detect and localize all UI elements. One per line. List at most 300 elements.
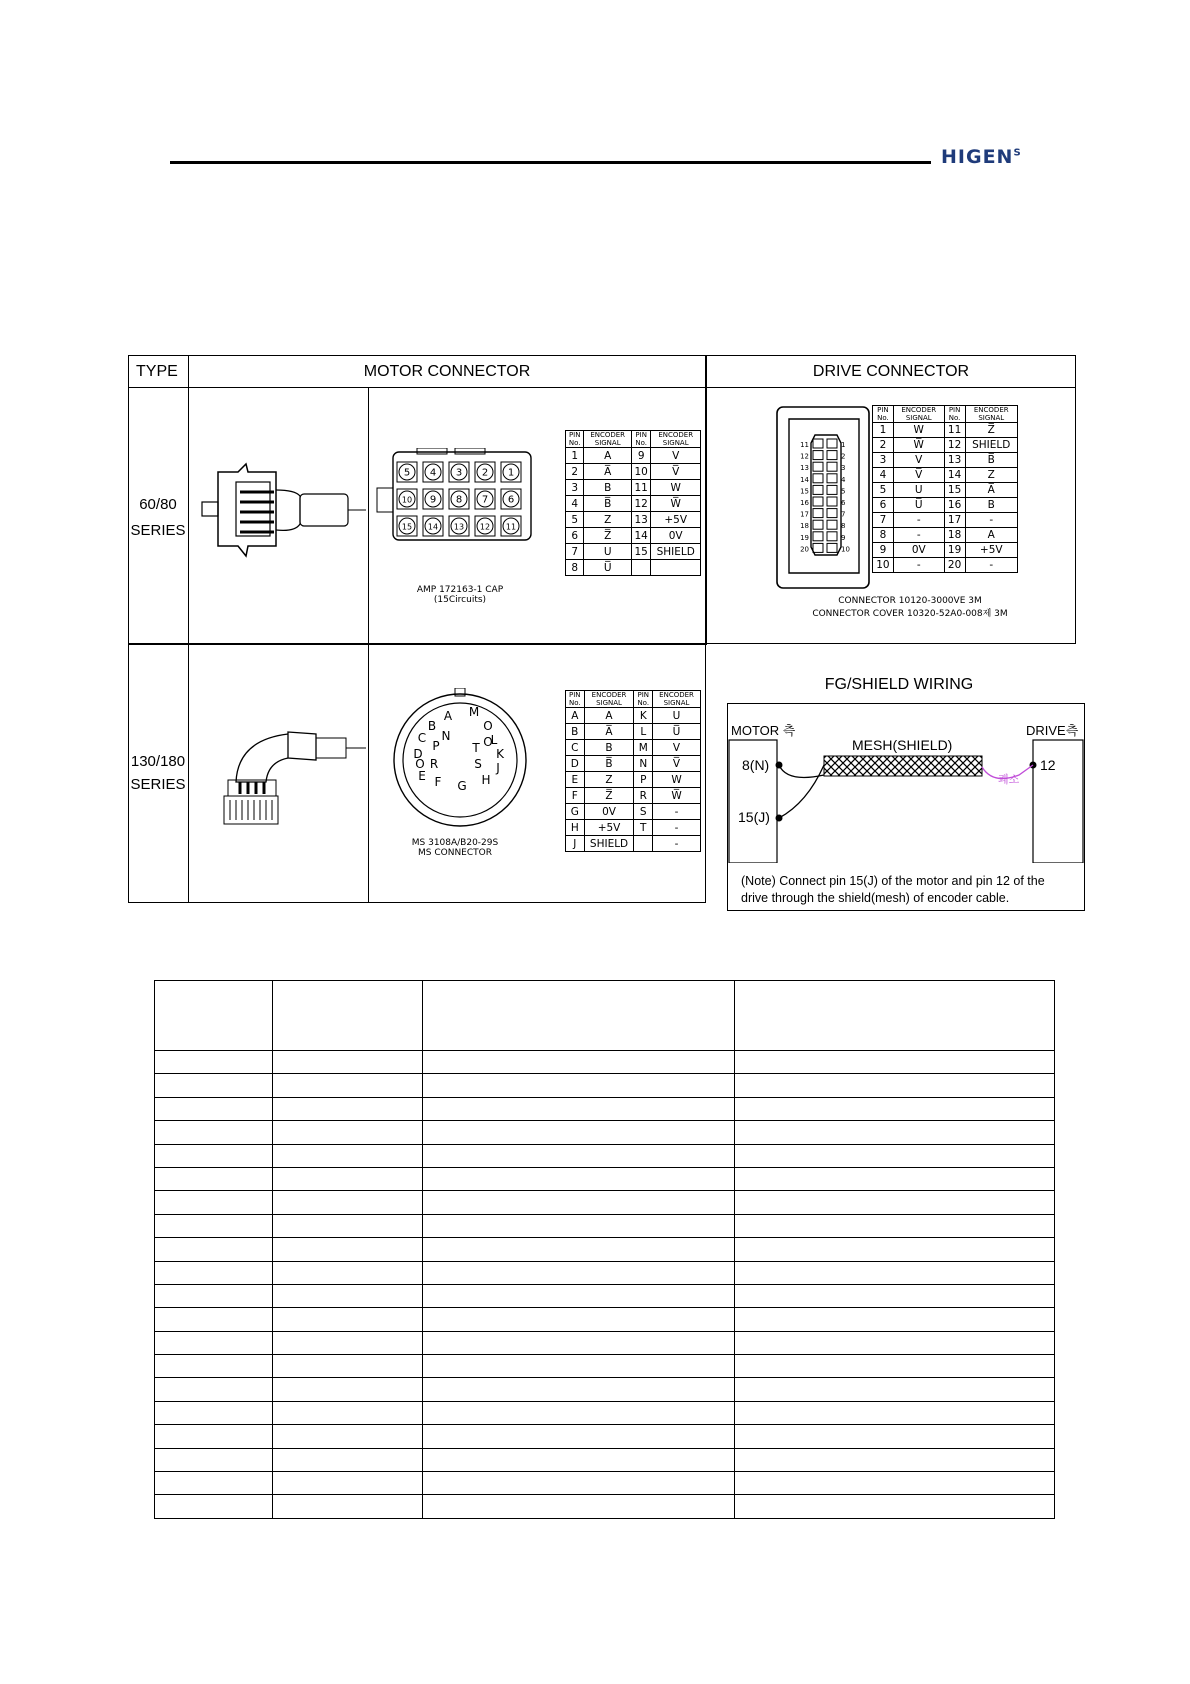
image-col-divider xyxy=(368,387,369,903)
fg-pin-15: 15(J) xyxy=(738,809,770,825)
pin-row xyxy=(873,513,1018,528)
blank-cell xyxy=(273,1261,422,1284)
pin-cell: 5 xyxy=(873,483,894,498)
drive-pin-socket xyxy=(827,532,837,541)
pin-cell: G xyxy=(566,804,585,820)
pin-cell xyxy=(631,560,650,576)
header-cell: PIN No. xyxy=(566,691,585,708)
pin-row xyxy=(566,756,701,772)
blank-cell xyxy=(422,1425,734,1448)
blank-cell xyxy=(422,1261,734,1284)
pin-cell: L xyxy=(634,724,653,740)
blank-cell xyxy=(155,1097,273,1120)
pin-cell: 15 xyxy=(631,544,650,560)
amp-pin-number: 1 xyxy=(507,467,515,479)
amp-pin-number: 11 xyxy=(505,522,517,532)
drive-pin-label: 13 xyxy=(800,464,809,473)
pin-row xyxy=(873,558,1018,573)
pin-cell: W̅ xyxy=(653,788,701,804)
pin-cell: 10 xyxy=(631,464,650,480)
pin-cell: 8 xyxy=(566,560,584,576)
pin-row xyxy=(566,708,701,724)
drive-pin-socket xyxy=(827,485,837,494)
drive-pin-label: 18 xyxy=(800,522,809,531)
pin-cell: +5V xyxy=(584,820,634,836)
fg-pin-12: 12 xyxy=(1040,757,1056,773)
blank-cell xyxy=(734,1144,1054,1167)
pin-cell: 6 xyxy=(566,528,584,544)
blank-cell xyxy=(155,1425,273,1448)
pin-cell: Z xyxy=(584,512,632,528)
drive-pin-socket xyxy=(813,509,823,518)
blank-table-row xyxy=(155,1448,1055,1471)
blank-cell xyxy=(422,1331,734,1354)
drive-pin-label: 15 xyxy=(800,487,809,496)
blank-cell xyxy=(422,1167,734,1190)
pin-cell: A̅ xyxy=(965,483,1018,498)
amp-pin-number: 10 xyxy=(401,495,413,505)
drive-pin-socket xyxy=(813,439,823,448)
type-col-divider xyxy=(188,355,189,903)
pin-cell xyxy=(634,836,653,852)
amp-pin-number: 7 xyxy=(481,494,489,506)
blank-cell xyxy=(734,1401,1054,1424)
drive-pin-label: 7 xyxy=(841,510,846,519)
pin-cell: Z xyxy=(584,772,634,788)
blank-cell xyxy=(734,1448,1054,1471)
ms-pin-letter: J xyxy=(496,761,500,775)
amp-caption: AMP 172163-1 CAP (15Circuits) xyxy=(416,585,504,605)
blank-table-row xyxy=(155,1074,1055,1097)
drive-pin-label: 20 xyxy=(800,545,809,554)
blank-cell xyxy=(734,1495,1054,1518)
blank-table-header xyxy=(155,981,1055,1051)
header-row-divider xyxy=(128,387,1076,388)
pin-cell: 14 xyxy=(944,468,965,483)
ms-table-header xyxy=(566,691,701,708)
fg-drive-label: DRIVE측 xyxy=(1026,723,1079,738)
pin-row xyxy=(873,453,1018,468)
ms-pin-letter: F xyxy=(434,775,442,789)
pin-cell: 13 xyxy=(631,512,650,528)
blank-cell xyxy=(734,1331,1054,1354)
blank-cell xyxy=(422,1495,734,1518)
pin-row xyxy=(873,423,1018,438)
pin-cell: U̅ xyxy=(584,560,632,576)
blank-cell xyxy=(155,1167,273,1190)
blank-cell xyxy=(734,1167,1054,1190)
blank-cell xyxy=(273,1074,422,1097)
pin-cell: 10 xyxy=(873,558,894,573)
pin-cell: 13 xyxy=(944,453,965,468)
drive-pin-socket xyxy=(813,451,823,460)
pin-cell: SHIELD xyxy=(584,836,634,852)
blank-cell xyxy=(734,1261,1054,1284)
pin-cell: V xyxy=(651,448,701,464)
ms-pin-table xyxy=(565,690,701,852)
drive-pin-label: 1 xyxy=(841,441,846,449)
pin-cell: 20 xyxy=(944,558,965,573)
blank-table-row xyxy=(155,1121,1055,1144)
blank-cell xyxy=(422,1308,734,1331)
pin-cell: 1 xyxy=(566,448,584,464)
blank-table-row xyxy=(155,1191,1055,1214)
amp-connector-drawing xyxy=(190,460,366,560)
pin-cell: S xyxy=(634,804,653,820)
blank-cell xyxy=(155,1331,273,1354)
blank-cell xyxy=(422,1448,734,1471)
blank-table-row xyxy=(155,1425,1055,1448)
pin-cell: - xyxy=(653,836,701,852)
blank-table-row xyxy=(155,1238,1055,1261)
ms-pin-letter: C xyxy=(417,731,427,745)
pin-cell: - xyxy=(893,513,944,528)
ms-pin-letter: B xyxy=(427,719,437,733)
blank-cell xyxy=(155,1074,273,1097)
pin-cell: K xyxy=(634,708,653,724)
blank-cell xyxy=(734,1051,1054,1074)
pin-row xyxy=(566,788,701,804)
pin-cell: B xyxy=(965,498,1018,513)
blank-cell xyxy=(422,1121,734,1144)
pin-cell: U̅ xyxy=(653,724,701,740)
drive-pin-label: 9 xyxy=(841,533,846,542)
pin-cell: SHIELD xyxy=(965,438,1018,453)
pin-cell: U xyxy=(893,483,944,498)
drive-pin-socket xyxy=(827,509,837,518)
pin-cell: W̅ xyxy=(893,438,944,453)
blank-cell xyxy=(273,1144,422,1167)
drive-pin-label: 12 xyxy=(800,452,809,461)
pin-cell: 16 xyxy=(944,498,965,513)
blank-table-row xyxy=(155,1331,1055,1354)
drive-pin-label: 19 xyxy=(800,533,809,542)
blank-cell xyxy=(273,1284,422,1307)
blank-cell xyxy=(422,1238,734,1261)
header-cell: PIN No. xyxy=(873,406,894,423)
blank-cell xyxy=(155,1238,273,1261)
pin-cell: 3 xyxy=(873,453,894,468)
pin-cell: 11 xyxy=(944,423,965,438)
drive-pin-socket xyxy=(827,474,837,483)
drive-pin-label: 14 xyxy=(800,475,809,484)
ms-pin-letter: T xyxy=(472,741,480,755)
blank-table-row xyxy=(155,1167,1055,1190)
ms-pin-letter: O xyxy=(483,719,493,733)
pin-cell: V̅ xyxy=(893,468,944,483)
pin-row xyxy=(566,740,701,756)
blank-cell xyxy=(734,1238,1054,1261)
blank-cell xyxy=(734,1284,1054,1307)
pin-cell: 18 xyxy=(944,528,965,543)
blank-cell xyxy=(422,1191,734,1214)
type-130-180: 130/180 SERIES xyxy=(130,753,186,793)
drive-pin-socket xyxy=(813,532,823,541)
pin-cell: F xyxy=(566,788,585,804)
drive-pin-socket xyxy=(827,462,837,471)
amp-pin-number: 12 xyxy=(479,522,491,532)
pin-row xyxy=(566,772,701,788)
pin-cell: - xyxy=(965,513,1018,528)
pin-row xyxy=(566,512,701,528)
amp-pin-number: 6 xyxy=(507,494,515,506)
drive-pin-socket xyxy=(813,474,823,483)
blank-cell xyxy=(734,1355,1054,1378)
pin-row xyxy=(873,543,1018,558)
drive-pin-label: 4 xyxy=(841,475,846,484)
pin-row xyxy=(566,528,701,544)
blank-table-row xyxy=(155,1144,1055,1167)
pin-cell: 12 xyxy=(944,438,965,453)
drive-connector-header: DRIVE CONNECTOR xyxy=(812,363,970,380)
pin-row xyxy=(566,724,701,740)
drive-pin-socket xyxy=(827,497,837,506)
ms-pin-letter: D xyxy=(413,747,423,761)
pin-cell: B xyxy=(584,480,632,496)
blank-table-row xyxy=(155,1214,1055,1237)
fg-note: (Note) Connect pin 15(J) of the motor and pin 12 of the drive through the shield(mesh) of encoder cable. xyxy=(741,874,1045,905)
blank-cell xyxy=(422,1074,734,1097)
drive-pin-socket xyxy=(813,497,823,506)
blank-cell xyxy=(155,1261,273,1284)
pin-cell: 1 xyxy=(873,423,894,438)
drive-pin-label: 6 xyxy=(841,499,846,507)
pin-cell: R xyxy=(634,788,653,804)
ms-pin-letter: K xyxy=(496,747,504,761)
blank-table-row xyxy=(155,1097,1055,1120)
blank-cell xyxy=(273,1167,422,1190)
drive-pin-table xyxy=(872,405,1018,573)
header-cell: ENCODER SIGNAL xyxy=(965,406,1018,423)
ms-connector-face xyxy=(390,688,530,828)
drive-pin-label: 17 xyxy=(800,510,809,519)
drive-pin-socket xyxy=(813,520,823,529)
pin-cell: 7 xyxy=(566,544,584,560)
ms-pin-letter: O xyxy=(415,757,425,771)
drive-col-divider xyxy=(706,355,707,645)
pin-row xyxy=(566,544,701,560)
blank-cell xyxy=(734,1121,1054,1144)
blank-cell xyxy=(273,981,422,1051)
drive-pin-label: 2 xyxy=(841,452,846,461)
blank-cell xyxy=(155,1051,273,1074)
pin-row xyxy=(566,448,701,464)
ms-caption: MS 3108A/B20-29S MS CONNECTOR xyxy=(411,838,499,858)
drive-pin-label: 11 xyxy=(800,441,809,449)
blank-table-row xyxy=(155,1308,1055,1331)
pin-cell: A xyxy=(584,708,634,724)
pin-cell: E xyxy=(566,772,585,788)
pin-row xyxy=(566,836,701,852)
row-divider xyxy=(128,644,706,645)
blank-cell xyxy=(422,1097,734,1120)
pin-cell: - xyxy=(965,558,1018,573)
header-cell: ENCODER SIGNAL xyxy=(584,431,632,448)
blank-cell xyxy=(734,1378,1054,1401)
pin-cell: P xyxy=(634,772,653,788)
fg-motor-label: MOTOR 측 xyxy=(731,723,796,738)
pin-cell: V xyxy=(653,740,701,756)
pin-cell: - xyxy=(893,558,944,573)
pin-cell: 19 xyxy=(944,543,965,558)
blank-cell xyxy=(273,1425,422,1448)
ms-pin-letter: H xyxy=(481,773,491,787)
pin-cell: D xyxy=(566,756,585,772)
pin-cell: 4 xyxy=(566,496,584,512)
blank-cell xyxy=(155,981,273,1051)
pin-cell: V xyxy=(893,453,944,468)
pin-cell xyxy=(651,560,701,576)
blank-cell xyxy=(273,1238,422,1261)
header-cell: PIN No. xyxy=(634,691,653,708)
amp-pin-number: 13 xyxy=(453,522,465,532)
pin-cell: Z xyxy=(965,468,1018,483)
pin-cell: B̅ xyxy=(584,496,632,512)
pin-cell: 8 xyxy=(873,528,894,543)
blank-cell xyxy=(734,1472,1054,1495)
pin-cell: V̅ xyxy=(651,464,701,480)
drive-pin-socket xyxy=(827,451,837,460)
blank-cell xyxy=(155,1284,273,1307)
ms-pin-letter: N xyxy=(441,729,451,743)
ms-pin-letter: G xyxy=(457,779,467,793)
blank-cell xyxy=(734,1308,1054,1331)
pin-row xyxy=(566,820,701,836)
pin-cell: +5V xyxy=(651,512,701,528)
blank-table-row xyxy=(155,1284,1055,1307)
blank-cell xyxy=(422,1051,734,1074)
pin-cell: Z̅ xyxy=(584,788,634,804)
pin-cell: N xyxy=(634,756,653,772)
pin-row xyxy=(873,483,1018,498)
blank-cell xyxy=(273,1308,422,1331)
pin-row xyxy=(566,464,701,480)
blank-cell xyxy=(273,1495,422,1518)
pin-row xyxy=(566,480,701,496)
header-cell: PIN No. xyxy=(631,431,650,448)
pin-cell: 0V xyxy=(584,804,634,820)
blank-cell xyxy=(273,1378,422,1401)
amp-pin-number: 5 xyxy=(403,467,411,479)
blank-cell xyxy=(155,1214,273,1237)
pin-cell: 9 xyxy=(873,543,894,558)
pin-cell: 12 xyxy=(631,496,650,512)
blank-cell xyxy=(734,1074,1054,1097)
pin-cell: 15 xyxy=(944,483,965,498)
blank-cell xyxy=(422,1401,734,1424)
pin-row xyxy=(566,496,701,512)
blank-cell xyxy=(273,1355,422,1378)
amp-pin-table xyxy=(565,430,701,576)
blank-cell xyxy=(155,1191,273,1214)
pin-cell: T xyxy=(634,820,653,836)
pin-cell: B̅ xyxy=(584,756,634,772)
blank-cell xyxy=(422,1472,734,1495)
amp-pin-number: 14 xyxy=(427,522,439,532)
blank-cell xyxy=(273,1051,422,1074)
pin-cell: B xyxy=(584,740,634,756)
header-cell: ENCODER SIGNAL xyxy=(584,691,634,708)
blank-cell xyxy=(734,1214,1054,1237)
pin-cell: 7 xyxy=(873,513,894,528)
ms-pin-letter: P xyxy=(432,739,440,753)
drive-pin-label: 10 xyxy=(841,545,850,554)
pin-cell: W xyxy=(651,480,701,496)
amp-pin-number: 9 xyxy=(429,494,437,506)
ms-pin-letter: M xyxy=(468,705,480,719)
pin-cell: 2 xyxy=(873,438,894,453)
blank-cell xyxy=(734,1097,1054,1120)
pin-row xyxy=(873,528,1018,543)
blank-table-row xyxy=(155,1401,1055,1424)
pin-cell: 11 xyxy=(631,480,650,496)
pin-cell: Z̅ xyxy=(584,528,632,544)
pin-cell: A̅ xyxy=(584,464,632,480)
pin-cell: U xyxy=(584,544,632,560)
drive-table-header xyxy=(873,406,1018,423)
pin-cell: U xyxy=(653,708,701,724)
header-cell: PIN No. xyxy=(566,431,584,448)
blank-cell xyxy=(273,1097,422,1120)
ms-pin-letter: S xyxy=(474,757,482,771)
blank-table-row xyxy=(155,1378,1055,1401)
amp-cap-pin-face xyxy=(375,448,535,548)
blank-cell xyxy=(273,1401,422,1424)
amp-pin-number: 8 xyxy=(455,494,463,506)
blank-table xyxy=(154,980,1055,1519)
pin-cell: 6 xyxy=(873,498,894,513)
pin-cell: 5 xyxy=(566,512,584,528)
pin-cell: 0V xyxy=(893,543,944,558)
amp-table-header xyxy=(566,431,701,448)
pin-cell: Z̅ xyxy=(965,423,1018,438)
fg-annotation: 쾌소 xyxy=(998,774,1020,786)
drive-pin-socket xyxy=(827,439,837,448)
pin-cell: A xyxy=(584,448,632,464)
pin-cell: 2 xyxy=(566,464,584,480)
pin-row xyxy=(566,560,701,576)
blank-cell xyxy=(155,1448,273,1471)
amp-pin-number: 4 xyxy=(429,467,437,479)
blank-cell xyxy=(273,1214,422,1237)
pin-cell: 14 xyxy=(631,528,650,544)
pin-cell: +5V xyxy=(965,543,1018,558)
ms-pin-letter: A xyxy=(443,709,453,723)
blank-table-row xyxy=(155,1051,1055,1074)
type-header: TYPE xyxy=(136,363,178,380)
blank-cell xyxy=(422,1355,734,1378)
pin-row xyxy=(566,804,701,820)
blank-cell xyxy=(155,1378,273,1401)
ms-pin-letter: R xyxy=(429,757,439,771)
pin-cell: 0V xyxy=(651,528,701,544)
blank-table-row xyxy=(155,1355,1055,1378)
drive-pin-label: 8 xyxy=(841,522,846,531)
pin-cell: SHIELD xyxy=(651,544,701,560)
header-cell: ENCODER SIGNAL xyxy=(653,691,701,708)
drive-pin-socket xyxy=(827,520,837,529)
blank-cell xyxy=(273,1191,422,1214)
drive-connector-drawing xyxy=(775,405,871,590)
blank-cell xyxy=(273,1472,422,1495)
blank-table-row xyxy=(155,1261,1055,1284)
pin-row xyxy=(873,498,1018,513)
pin-cell: B̅ xyxy=(965,453,1018,468)
blank-cell xyxy=(155,1144,273,1167)
header-cell: ENCODER SIGNAL xyxy=(893,406,944,423)
ms-pin-letter: E xyxy=(418,769,426,783)
blank-cell xyxy=(422,1214,734,1237)
